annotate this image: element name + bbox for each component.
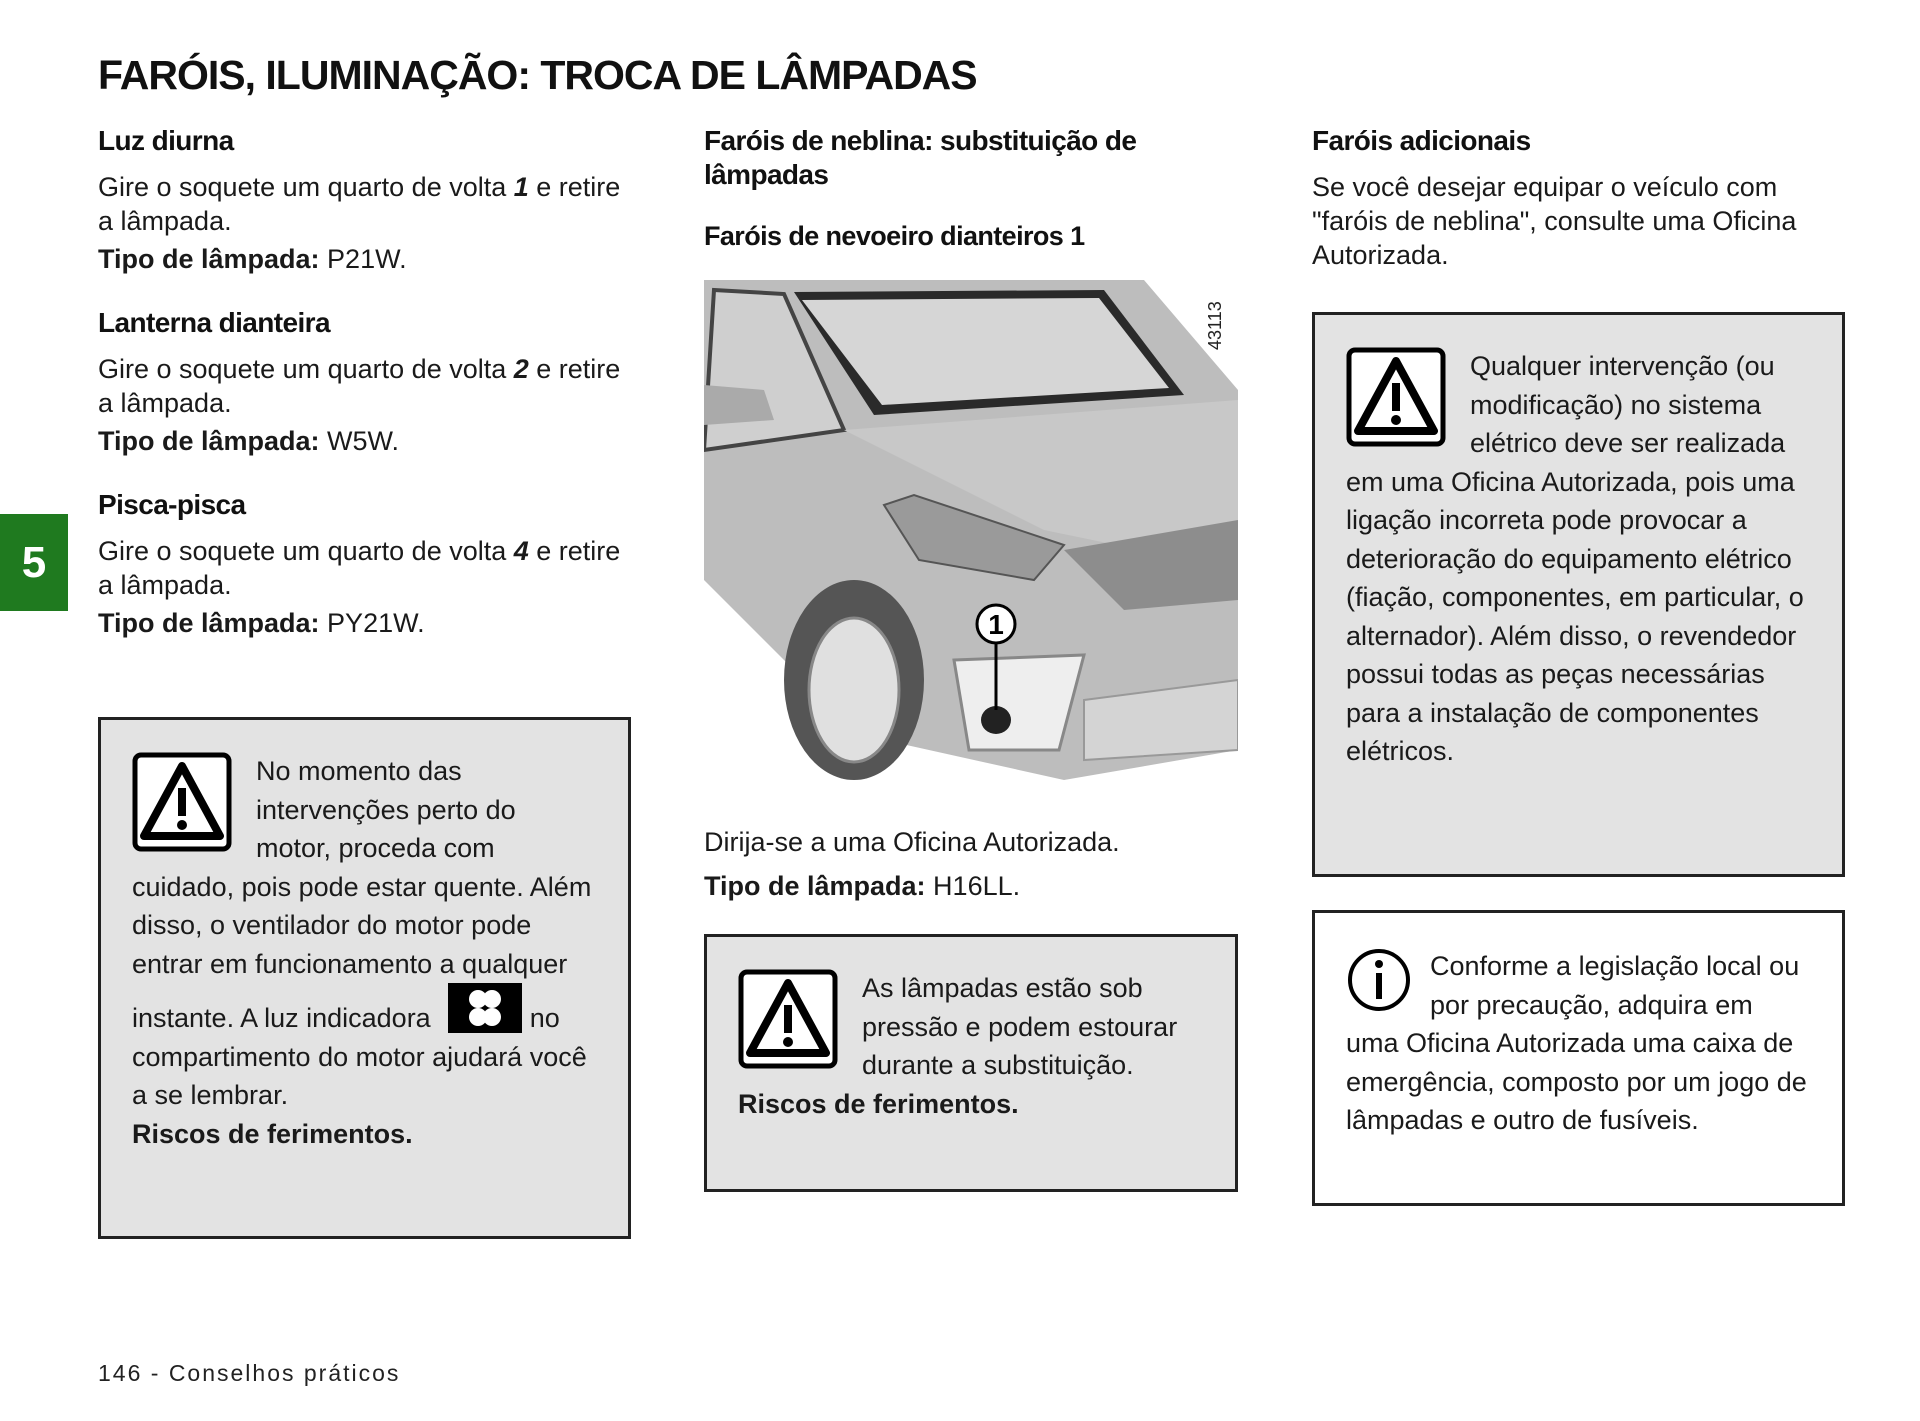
bulb-type-label: Tipo de lâmpada: — [98, 244, 320, 274]
bulb-type — [98, 424, 630, 458]
warning-box-pressure — [704, 934, 1238, 1192]
warning-box-engine — [98, 717, 631, 1239]
bulb-type-value: W5W. — [319, 426, 400, 456]
section-text: Se você desejar equipar o veículo com "faróis de neblina", consulte uma Oficina Autorizada. — [1312, 172, 1797, 270]
section-heading: Faróis de neblina: substituição de lâmpadas — [704, 125, 1137, 190]
text: Gire o soquete um quarto de volta — [98, 354, 514, 384]
engine-fan-icon — [448, 983, 522, 1033]
bulb-type-label: Tipo de lâmpada: — [704, 871, 926, 901]
warning-text: No momento das intervenções perto do motor, proceda com cuidado, pois pode estar quente. Além disso, o ventilador do motor pode entrar em funcionamento a qualquer instante. A luz indicadora — [132, 756, 592, 1033]
bulb-type — [98, 242, 630, 276]
warning-risk: Riscos de ferimentos. — [738, 1088, 1019, 1119]
bulb-type-value: P21W. — [319, 244, 407, 274]
section-heading: Luz diurna — [98, 125, 234, 156]
text: Gire o soquete um quarto de volta — [98, 536, 514, 566]
chapter-tab: 5 — [0, 514, 68, 611]
bulb-type — [704, 869, 1020, 903]
page-footer: 146 - Conselhos práticos — [98, 1360, 401, 1386]
section-heading: Lanterna dianteira — [98, 307, 330, 338]
bulb-type-value: H16LL. — [925, 871, 1021, 901]
warning-text: As lâmpadas estão sob pressão e podem estourar durante a substituição. — [862, 973, 1178, 1080]
warning-text: no compartimento do motor ajudará você a se lembrar. — [132, 1003, 587, 1110]
section-text — [98, 352, 630, 420]
section-text — [98, 534, 630, 602]
ref-number: 1 — [513, 172, 529, 202]
fog-lamp-location-image — [704, 280, 1238, 793]
column-1 — [98, 124, 630, 640]
section-text — [98, 170, 630, 238]
bulb-type — [98, 606, 630, 640]
text: e retire a lâmpada. — [98, 536, 621, 600]
page-title: FARÓIS, ILUMINAÇÃO: TROCA DE LÂMPADAS — [98, 52, 977, 98]
bulb-type-label: Tipo de lâmpada: — [98, 608, 320, 638]
bulb-type-value: PY21W. — [319, 608, 425, 638]
warning-box-electrical — [1312, 312, 1845, 877]
instruction-text: Dirija-se a uma Oficina Autorizada. — [704, 827, 1120, 857]
ref-number: 4 — [513, 536, 529, 566]
warning-icon — [1346, 347, 1446, 447]
callout-number: 1 — [988, 609, 1004, 640]
text: e retire a lâmpada. — [98, 172, 621, 236]
text: e retire a lâmpada. — [98, 354, 621, 418]
section-lanterna — [98, 306, 630, 458]
section-pisca — [98, 488, 630, 640]
info-text: Conforme a legislação local ou por precaução, adquira em uma Oficina Autorizada uma caixa de emergência, composto por um jogo de lâmpadas e outro de fusíveis. — [1346, 951, 1807, 1135]
column-2 — [704, 124, 1238, 253]
ref-number: 2 — [513, 354, 529, 384]
text: Gire o soquete um quarto de volta — [98, 172, 514, 202]
warning-risk: Riscos de ferimentos. — [132, 1118, 413, 1149]
warning-icon — [132, 752, 232, 852]
warning-icon — [738, 969, 838, 1069]
info-box-emergency-kit — [1312, 910, 1845, 1206]
figure-number: 43113 — [1205, 301, 1225, 350]
column-3 — [1312, 124, 1844, 272]
section-heading: Faróis adicionais — [1312, 125, 1531, 156]
bulb-type-label: Tipo de lâmpada: — [98, 426, 320, 456]
warning-text: Qualquer intervenção (ou modificação) no sistema elétrico deve ser realizada em uma Oficina Autorizada, pois uma ligação incorreta pode provocar a deterioração do equipamento elétrico (fiação, componentes, em particular, o alternador). Além disso, o revendedor possui todas as peças necessárias para a instalação de componentes elétricos. — [1346, 351, 1804, 766]
subheading: Faróis de nevoeiro dianteiros 1 — [704, 221, 1085, 251]
section-luz-diurna — [98, 124, 630, 276]
info-icon — [1346, 947, 1412, 1013]
section-heading: Pisca-pisca — [98, 489, 246, 520]
